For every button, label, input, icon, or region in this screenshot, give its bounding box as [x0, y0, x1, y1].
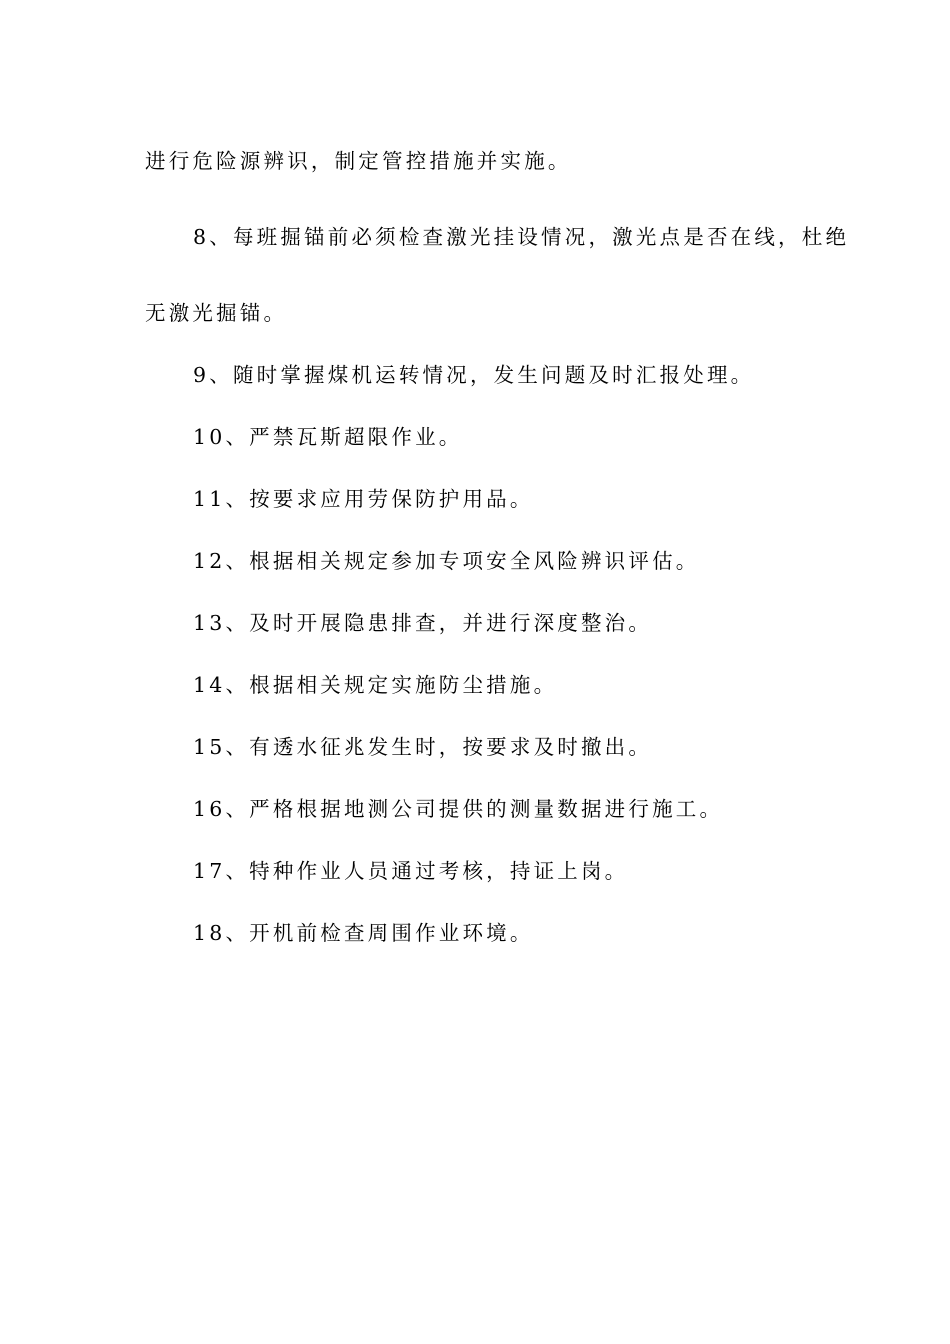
list-item-15: 15、有透水征兆发生时，按要求及时撤出。	[193, 735, 653, 759]
list-item-16: 16、严格根据地测公司提供的测量数据进行施工。	[193, 797, 724, 821]
list-item-8-continuation: 无激光掘锚。	[145, 301, 288, 325]
list-item-18: 18、开机前检查周围作业环境。	[193, 921, 534, 945]
list-item-12: 12、根据相关规定参加专项安全风险辨识评估。	[193, 549, 700, 573]
list-item-17: 17、特种作业人员通过考核，持证上岗。	[193, 859, 629, 883]
list-item-14: 14、根据相关规定实施防尘措施。	[193, 673, 558, 697]
document-body	[145, 130, 850, 964]
list-item-8: 8、每班掘锚前必须检查激光挂设情况，激光点是否在线，杜绝	[193, 225, 850, 249]
list-item-9: 9、随时掌握煤机运转情况，发生问题及时汇报处理。	[193, 363, 755, 387]
list-item-13: 13、及时开展隐患排查，并进行深度整治。	[193, 611, 653, 635]
paragraph-line-continuation: 进行危险源辨识，制定管控措施并实施。	[145, 149, 572, 173]
list-item-10: 10、严禁瓦斯超限作业。	[193, 425, 463, 449]
list-item-11: 11、按要求应用劳保防护用品。	[193, 487, 534, 511]
